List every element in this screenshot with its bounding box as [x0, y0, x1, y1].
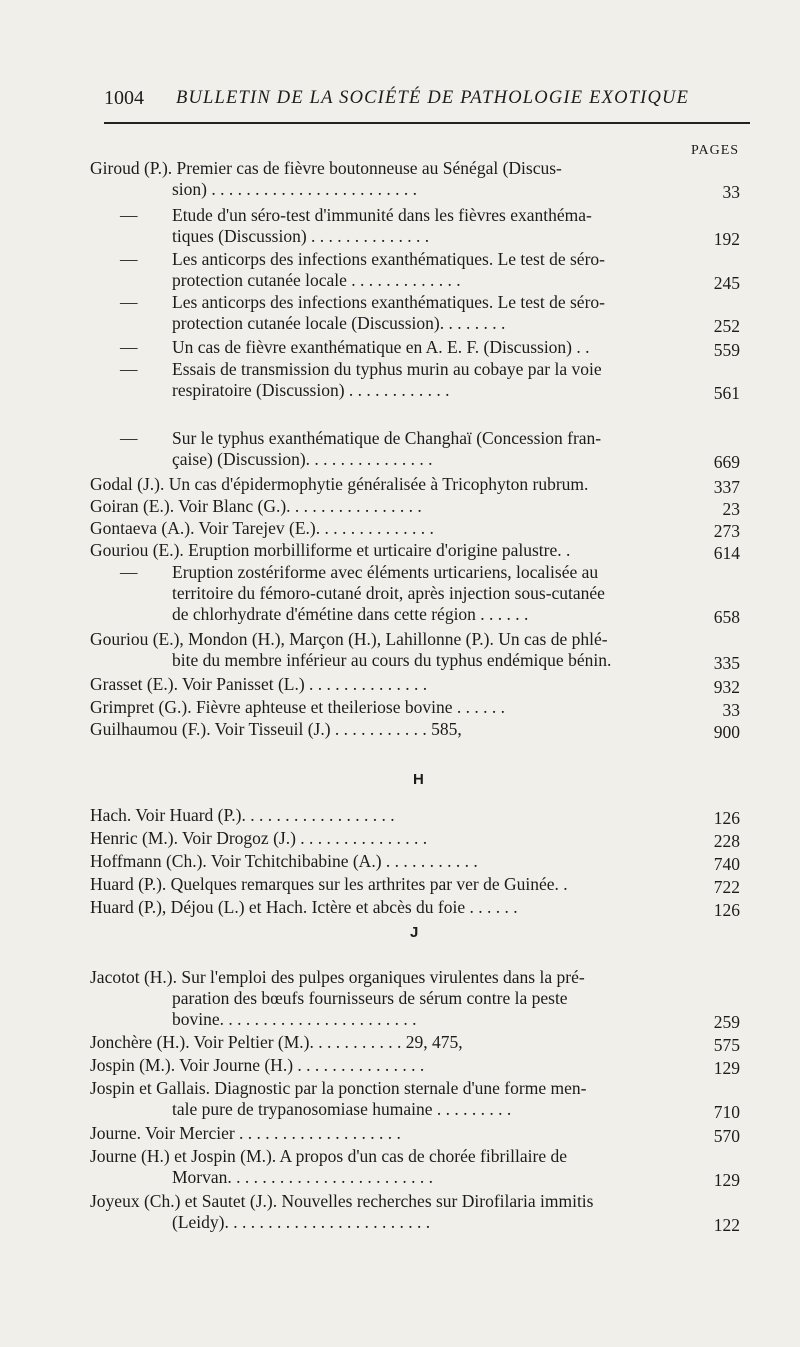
index-entry [90, 629, 740, 671]
entry-line: de chlorhydrate d'émétine dans cette région . . . . . . [172, 604, 529, 624]
entry-pages: 710 [713, 1102, 740, 1122]
section-heading-h: H [413, 771, 424, 788]
entry-line: Giroud (P.). Premier cas de fièvre boutonneuse au Sénégal (Discus- [90, 158, 562, 178]
index-entry [90, 562, 740, 625]
entry-line: sion) . . . . . . . . . . . . . . . . . . . . . . . . [172, 179, 417, 199]
entry-line: Hach. Voir Huard (P.). . . . . . . . . . . . . . . . . . [90, 805, 395, 825]
index-entry [90, 1055, 740, 1076]
entry-pages: 126 [713, 808, 740, 828]
entry-line: Etude d'un séro-test d'immunité dans les fièvres exanthéma- [172, 205, 592, 225]
entry-pages: 192 [713, 229, 740, 249]
index-entry [90, 1123, 740, 1144]
entry-line: Jospin (M.). Voir Journe (H.) . . . . . . . . . . . . . . . [90, 1055, 425, 1075]
entry-line: çaise) (Discussion). . . . . . . . . . . . . . . [172, 449, 433, 469]
index-entry [90, 851, 740, 872]
entry-line: bovine. . . . . . . . . . . . . . . . . . . . . . . [172, 1009, 417, 1029]
entry-pages: 335 [713, 653, 740, 673]
entry-line: Goiran (E.). Voir Blanc (G.). . . . . . . . . . . . . . . . [90, 496, 422, 516]
entry-pages: 23 [722, 499, 740, 519]
entry-pages: 273 [713, 521, 740, 541]
entry-pages: 900 [713, 722, 740, 742]
entry-line: Jacotot (H.). Sur l'emploi des pulpes organiques virulentes dans la pré- [90, 967, 585, 987]
entry-pages: 669 [713, 452, 740, 472]
entry-line: Jospin et Gallais. Diagnostic par la ponction sternale d'une forme men- [90, 1078, 587, 1098]
ditto-dash: — [120, 205, 138, 225]
entry-line: bite du membre inférieur au cours du typhus endémique bénin. [172, 650, 612, 670]
header-rule [104, 122, 750, 124]
index-entry [90, 1146, 740, 1188]
entry-line: Huard (P.). Quelques remarques sur les arthrites par ver de Guinée. . [90, 874, 568, 894]
entry-pages: 559 [713, 340, 740, 360]
entry-line: Joyeux (Ch.) et Sautet (J.). Nouvelles recherches sur Dirofilaria immitis [90, 1191, 594, 1211]
entry-line: paration des bœufs fournisseurs de sérum contre la peste [172, 988, 568, 1008]
entry-pages: 722 [713, 877, 740, 897]
entry-line: Gouriou (E.), Mondon (H.), Marçon (H.), Lahillonne (P.). Un cas de phlé- [90, 629, 608, 649]
index-entry [90, 158, 740, 200]
entry-pages: 252 [713, 316, 740, 336]
entry-pages: 33 [722, 182, 740, 202]
index-entry [90, 474, 740, 495]
entry-line: Grasset (E.). Voir Panisset (L.) . . . . . . . . . . . . . . [90, 674, 428, 694]
ditto-dash: — [120, 249, 138, 269]
entry-line: Gontaeva (A.). Voir Tarejev (E.). . . . . . . . . . . . . . [90, 518, 434, 538]
entry-pages: 658 [713, 607, 740, 627]
index-entry [90, 805, 740, 826]
entry-line: Journe. Voir Mercier . . . . . . . . . . . . . . . . . . . [90, 1123, 401, 1143]
entry-line: Grimpret (G.). Fièvre aphteuse et theileriose bovine . . . . . . [90, 697, 506, 717]
entry-line: Eruption zostériforme avec éléments urticariens, localisée au [172, 562, 599, 582]
entry-line: Essais de transmission du typhus murin au cobaye par la voie [172, 359, 602, 379]
ditto-dash: — [120, 292, 138, 312]
index-entry [90, 1032, 740, 1053]
entry-line: protection cutanée locale . . . . . . . . . . . . . [172, 270, 461, 290]
running-title: BULLETIN DE LA SOCIÉTÉ DE PATHOLOGIE EXOTIQUE [176, 88, 690, 108]
index-entry [90, 428, 740, 470]
index-entry [90, 205, 740, 247]
entry-pages: 740 [713, 854, 740, 874]
entry-line: tale pure de trypanosomiase humaine . . . . . . . . . [172, 1099, 512, 1119]
index-entry [90, 249, 740, 291]
index-entry [90, 1191, 740, 1233]
entry-pages: 33 [722, 700, 740, 720]
entry-line: Les anticorps des infections exanthématiques. Le test de séro- [172, 249, 605, 269]
ditto-dash: — [120, 562, 138, 582]
index-entry [90, 967, 740, 1030]
index-entry [90, 518, 740, 539]
index-entry [90, 719, 740, 740]
page-number: 1004 [104, 87, 144, 109]
pages-column-label: PAGES [691, 143, 740, 158]
ditto-dash: — [120, 337, 138, 357]
entry-pages: 614 [713, 543, 740, 563]
entry-line: Godal (J.). Un cas d'épidermophytie généralisée à Tricophyton rubrum. [90, 474, 589, 494]
entry-line: Hoffmann (Ch.). Voir Tchitchibabine (A.) . . . . . . . . . . . [90, 851, 478, 871]
index-entry [90, 1078, 740, 1120]
entry-pages: 561 [713, 383, 740, 403]
section-heading-j: J [410, 924, 419, 941]
entry-pages: 129 [713, 1170, 740, 1190]
entry-line: Journe (H.) et Jospin (M.). A propos d'un cas de chorée fibrillaire de [90, 1146, 567, 1166]
entry-line: respiratoire (Discussion) . . . . . . . . . . . . [172, 380, 450, 400]
entry-line: Morvan. . . . . . . . . . . . . . . . . . . . . . . . [172, 1167, 434, 1187]
index-entry [90, 897, 740, 918]
index-entry [90, 292, 740, 334]
index-entry [90, 874, 740, 895]
entry-line: protection cutanée locale (Discussion). . . . . . . . [172, 313, 506, 333]
index-entry [90, 674, 740, 695]
entry-pages: 570 [713, 1126, 740, 1146]
entry-pages: 337 [713, 477, 740, 497]
entry-line: Guilhaumou (F.). Voir Tisseuil (J.) . . . . . . . . . . . 585, [90, 719, 462, 739]
entry-line: Gouriou (E.). Eruption morbilliforme et urticaire d'origine palustre. . [90, 540, 571, 560]
entry-pages: 259 [713, 1012, 740, 1032]
entry-line: Henric (M.). Voir Drogoz (J.) . . . . . . . . . . . . . . . [90, 828, 428, 848]
entry-line: tiques (Discussion) . . . . . . . . . . . . . . [172, 226, 430, 246]
page-header [0, 0, 800, 158]
entry-line: Un cas de fièvre exanthématique en A. E. F. (Discussion) . . [172, 337, 590, 357]
index-entry [90, 337, 740, 358]
entry-pages: 932 [713, 677, 740, 697]
entry-pages: 245 [713, 273, 740, 293]
entry-line: Les anticorps des infections exanthématiques. Le test de séro- [172, 292, 605, 312]
entry-line: territoire du fémoro-cutané droit, après injection sous-cutanée [172, 583, 605, 603]
index-entry [90, 359, 740, 401]
entry-pages: 575 [713, 1035, 740, 1055]
index-entry [90, 540, 740, 561]
entry-pages: 129 [713, 1058, 740, 1078]
entry-pages: 126 [713, 900, 740, 920]
index-entry [90, 697, 740, 718]
entry-line: Huard (P.), Déjou (L.) et Hach. Ictère et abcès du foie . . . . . . [90, 897, 518, 917]
entry-line: Sur le typhus exanthématique de Changhaï (Concession fran- [172, 428, 602, 448]
entry-pages: 122 [713, 1215, 740, 1235]
index-entry [90, 828, 740, 849]
entry-line: Jonchère (H.). Voir Peltier (M.). . . . . . . . . . . 29, 475, [90, 1032, 463, 1052]
entry-line: (Leidy). . . . . . . . . . . . . . . . . . . . . . . . [172, 1212, 431, 1232]
index-entry [90, 496, 740, 517]
ditto-dash: — [120, 359, 138, 379]
ditto-dash: — [120, 428, 138, 448]
entry-pages: 228 [713, 831, 740, 851]
